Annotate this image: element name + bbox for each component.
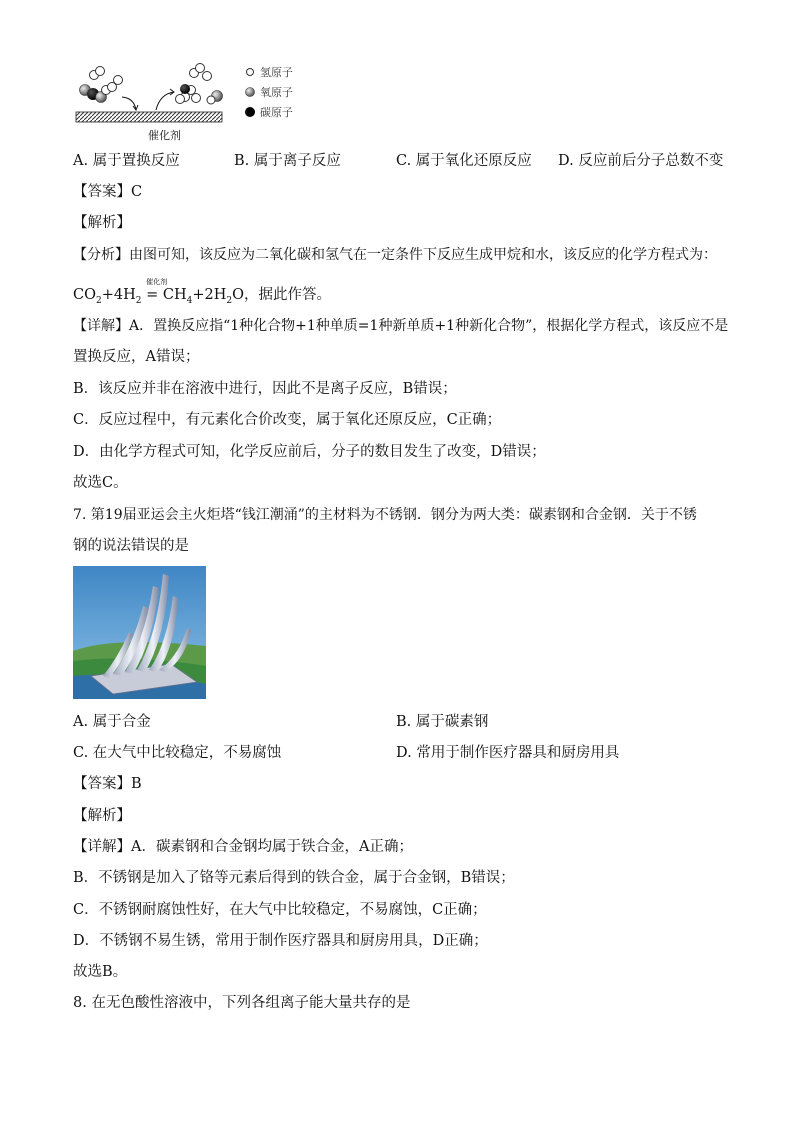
q7-option-c: C. 在大气中比较稳定，不易腐蚀 [73,745,282,761]
legend-carbon: 碳原子 [260,106,293,119]
q6-analysis-text: 【分析】由图可知，该反应为二氧化碳和氢气在一定条件下反应生成甲烷和水，该反应的化学方程式为： [73,247,717,263]
q7-detail-d: D．不锈钢不易生锈，常用于制作医疗器具和厨房用具，D正确； [73,933,488,949]
q7-analysis-heading: 【解析】 [73,808,131,824]
chemical-equation: $CO_2+4H_2$ 催化剂 = $CH_4+2H_2O$，据此作答。 [73,278,331,306]
q8-stem: 8. 在无色酸性溶液中，下列各组离子能大量共存的是 [73,995,411,1011]
q6-detail-d: D．由化学方程式可知，化学反应前后，分子的数目发生了改变，D错误； [73,444,546,460]
q6-option-b: B. 属于离子反应 [234,153,341,169]
legend-oxygen: 氧原子 [260,86,293,99]
product-molecules [176,64,223,105]
q7-stem-line1: 7. 第19届亚运会主火炬塔“钱江潮涌”的主材料为不锈钢．钢分为两大类：碳素钢和合金钢．关于不锈 [73,507,697,523]
q7-option-a: A. 属于合金 [73,714,151,730]
q7-answer: 【答案】B [73,776,142,792]
arrow-out [156,92,174,110]
q6-answer: 【答案】C [73,184,143,200]
catalyst-surface [76,112,222,122]
q7-detail-b: B．不锈钢是加入了铬等元素后得到的铁合金，属于合金钢，B错误； [73,870,515,886]
q6-analysis-heading: 【解析】 [73,215,131,231]
q7-option-d: D. 常用于制作医疗器具和厨房用具 [396,745,620,761]
catalyst-label: 催化剂 [148,129,181,142]
reaction-condition: 催化剂 = [146,278,168,303]
q6-option-d: D. 反应前后分子总数不变 [558,153,724,169]
q6-option-a: A. 属于置换反应 [73,153,180,169]
legend-hydrogen: 氢原子 [260,66,293,79]
q6-detail-c: C．反应过程中，有元素化合价改变，属于氧化还原反应，C正确； [73,412,502,428]
q6-detail-b: B．该反应并非在溶液中进行，因此不是离子反应，B错误； [73,381,457,397]
q7-option-b: B. 属于碳素钢 [396,714,489,730]
q7-choose: 故选B。 [73,964,128,980]
q6-detail-line1: 【详解】A．置换反应指“1种化合物+1种单质=1种新单质+1种新化合物”，根据化学方程式，该反应不是 [73,318,729,334]
q7-detail-a: 【详解】A．碳素钢和合金钢均属于铁合金，A正确； [73,839,413,855]
q7-detail-c: C．不锈钢耐腐蚀性好，在大气中比较稳定，不易腐蚀，C正确； [73,902,487,918]
q6-detail-line2: 置换反应，A错误； [73,349,200,365]
reaction-diagram [72,60,312,144]
q7-stem-line2: 钢的说法错误的是 [73,538,189,554]
q6-option-c: C. 属于氧化还原反应 [396,153,532,169]
reactant-molecules [80,67,123,103]
torch-tower-photo [73,566,206,699]
diagram-legend [245,65,293,119]
q6-choose: 故选C。 [73,475,128,491]
arrow-in [122,97,136,110]
